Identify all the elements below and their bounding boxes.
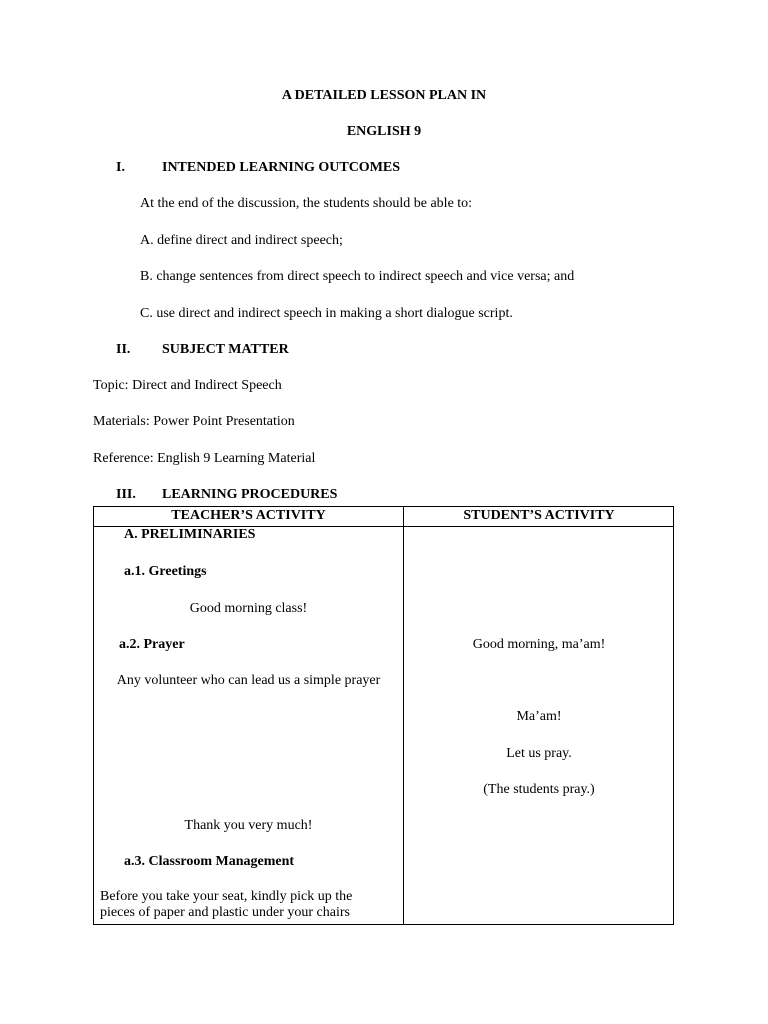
objective-c: C. use direct and indirect speech in making a short dialogue script.: [140, 306, 513, 321]
teacher-thanks: Thank you very much!: [184, 818, 313, 833]
procedures-table: [93, 506, 674, 925]
subject-topic: Topic: Direct and Indirect Speech: [93, 378, 282, 393]
section1-intro: At the end of the discussion, the students should be able to:: [140, 196, 473, 211]
student-activity-header: STUDENT’S ACTIVITY: [463, 508, 615, 523]
section2-number: II.: [116, 342, 131, 357]
preliminaries-heading: A. PRELIMINARIES: [124, 527, 256, 542]
objective-b: B. change sentences from direct speech to indirect speech and vice versa; and: [140, 269, 575, 284]
teacher-prayer-request: Any volunteer who can lead us a simple prayer: [116, 673, 381, 688]
classroom-management-text: Before you take your seat, kindly pick up the pieces of paper and plastic under your chairs: [100, 889, 353, 920]
section2-title: SUBJECT MATTER: [162, 342, 289, 357]
document-title-line1: A DETAILED LESSON PLAN IN: [281, 88, 487, 103]
student-greeting-reply: Good morning, ma’am!: [472, 637, 606, 652]
teacher-activity-header: TEACHER’S ACTIVITY: [171, 508, 326, 523]
section3-title: LEARNING PROCEDURES: [162, 487, 338, 502]
student-volunteer: Ma’am!: [516, 709, 562, 724]
prayer-heading: a.2. Prayer: [119, 637, 185, 652]
classroom-management-heading: a.3. Classroom Management: [124, 854, 295, 869]
subject-reference: Reference: English 9 Learning Material: [93, 451, 316, 466]
section1-number: I.: [116, 160, 125, 175]
students-pray: (The students pray.): [483, 782, 595, 797]
student-lead-prayer: Let us pray.: [506, 746, 572, 761]
teacher-greeting: Good morning class!: [189, 601, 308, 616]
subject-materials: Materials: Power Point Presentation: [93, 414, 295, 429]
objective-a: A. define direct and indirect speech;: [140, 233, 343, 248]
document-title-line2: ENGLISH 9: [346, 124, 422, 139]
section3-number: III.: [116, 487, 136, 502]
greetings-heading: a.1. Greetings: [124, 564, 207, 579]
section1-title: INTENDED LEARNING OUTCOMES: [162, 160, 401, 175]
